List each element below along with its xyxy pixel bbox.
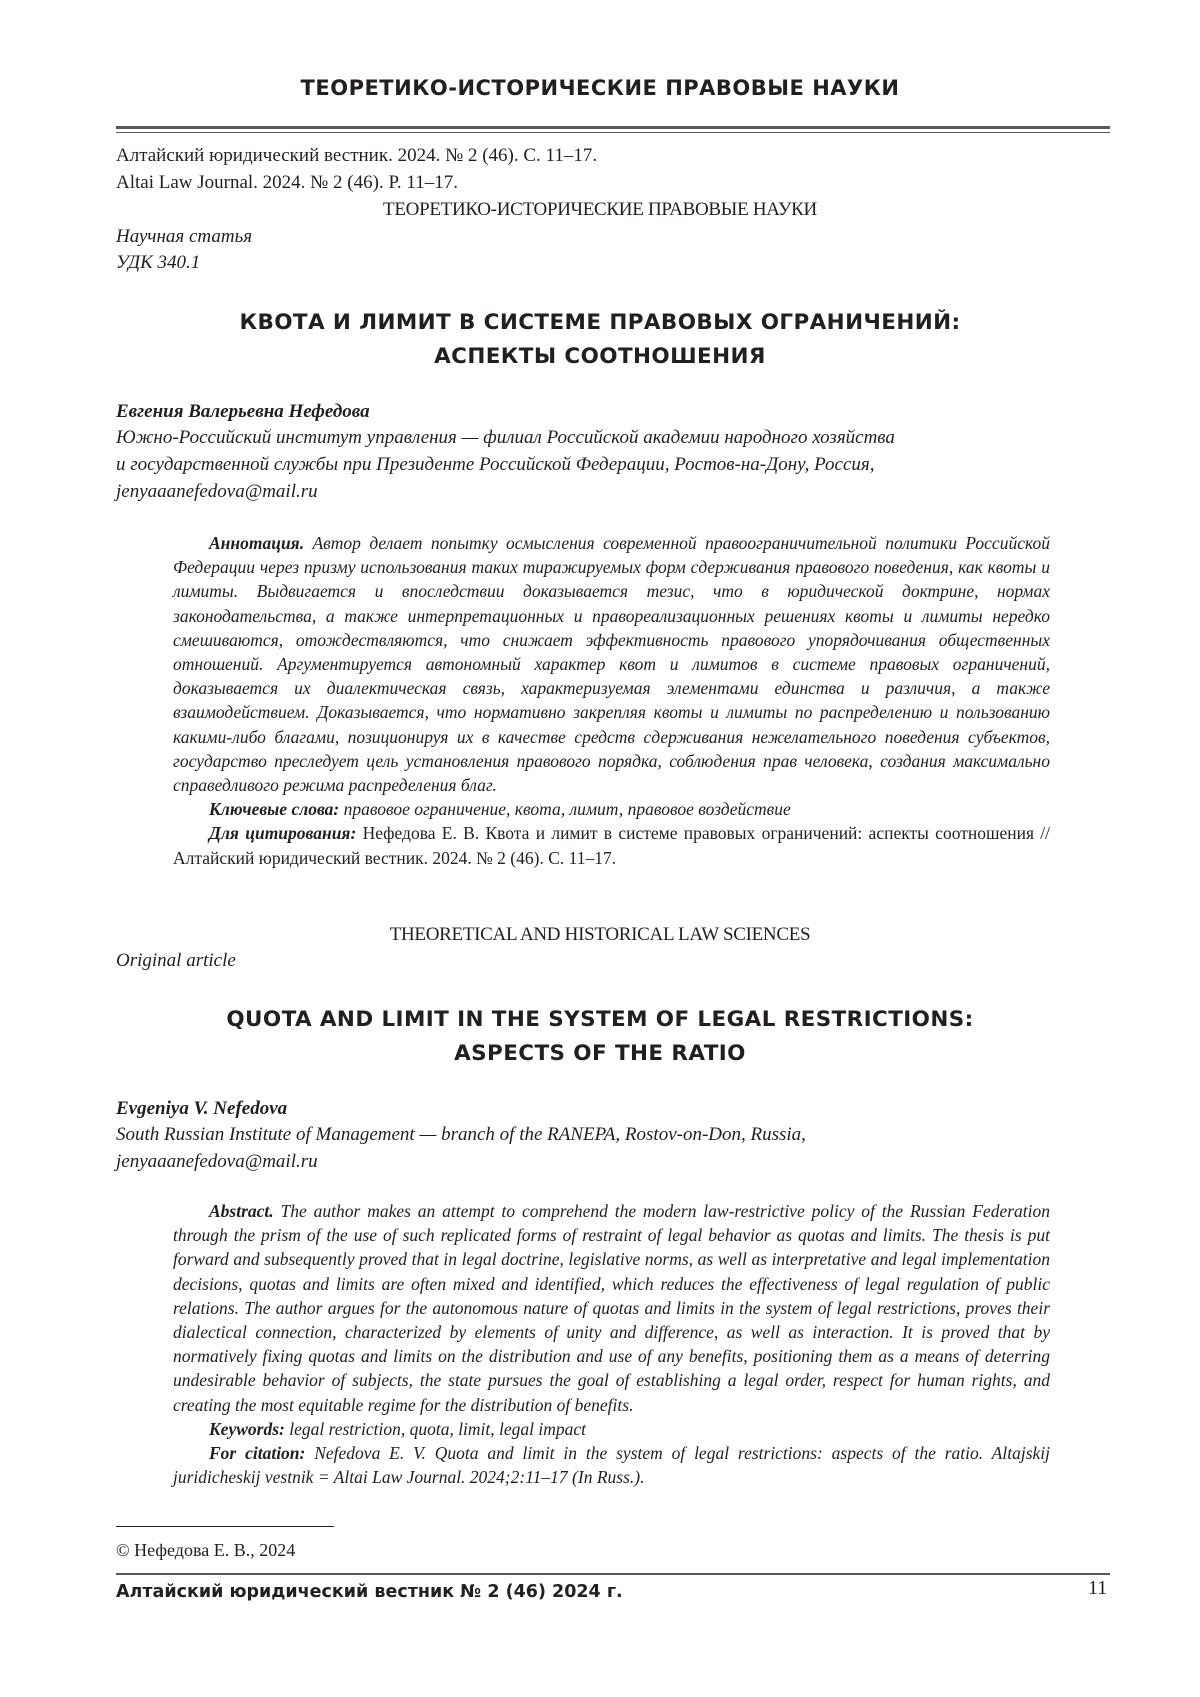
title-ru-line-2: АСПЕКТЫ СООТНОШЕНИЯ xyxy=(434,344,766,369)
cite-en-label: For citation: xyxy=(209,1443,306,1464)
running-head: ТЕОРЕТИКО-ИСТОРИЧЕСКИЕ ПРАВОВЫЕ НАУКИ xyxy=(300,76,900,100)
abstract-en-text: The author makes an attempt to comprehend the modern law-restrictive policy of the Russian Federation through the prism of the use of such replicated forms of restraint of legal behavior as quotas and limits. The thesis is put forward and subsequently proved that in legal doctrine, legislative norms, as well as interpretative and legal implementation decisions, quotas and limits are often mixed and identified, which reduces the effectiveness of legal regulation of public relations. The author argues for the autonomous nature of quotas and limits in the system of legal restrictions, proves their dialectical connection, characterized by elements of unity and difference, as well as interaction. It is proved that by normatively fixing quotas and limits on the distribution and use of any benefits, positioning them as a means of deterring undesirable behavior of subjects, the state pursues the goal of establishing a legal order, respect for human rights, and creating the most equitable regime for the distribution of benefits. xyxy=(173,1201,1050,1415)
abstract-en-label: Abstract. xyxy=(209,1201,274,1221)
author-email-en: jenyaaanefedova@mail.ru xyxy=(116,1151,318,1172)
article-title-en xyxy=(0,1003,1200,1071)
section-en: THEORETICAL AND HISTORICAL LAW SCIENCES xyxy=(389,924,811,945)
abstract-ru-label: Аннотация. xyxy=(209,533,305,553)
abstract-ru-text: Автор делает попытку осмысления современной правоограничительной политики Российской Федерации через призму использования таких тиражируемых форм сдерживания правового поведения, как квоты и лимиты. Выдвигается и впоследствии доказывается тезис, что в юридической доктрине, нормах законодательства, а также интерпретационных и правореализационных решениях квоты и лимиты нередко смешиваются, отождествляются, что снижает эффективность правового упорядочивания общественных отношений. Аргументируется автономный характер квот и лимитов в системе правовых ограничений, доказывается их диалектическая связь, характеризуемая элементами единства и различия, а также взаимодействием. Доказывается, что нормативно закрепляя квоты и лимиты по распределению и пользованию какими-либо благами, позиционируя их в качестве средств сдерживания нежелательного поведения субъектов, государство преследует цель установления правового порядка, соблюдения прав человека, создания максимально справедливого режима распределения благ. xyxy=(173,533,1050,796)
header-rule-thin xyxy=(116,132,1110,133)
abstract-en xyxy=(173,1199,1050,1489)
author-name-en: Evgeniya V. Nefedova xyxy=(116,1098,288,1119)
page-number: 11 xyxy=(1088,1577,1108,1599)
keywords-en-label: Keywords: xyxy=(209,1418,285,1439)
header-rule xyxy=(116,126,1110,129)
article-type-en: Original article xyxy=(116,950,236,971)
keywords-en-text: legal restriction, quota, limit, legal impact xyxy=(289,1418,587,1439)
footnote-rule xyxy=(116,1526,334,1527)
cite-en xyxy=(173,1441,1050,1489)
article-title-ru xyxy=(0,306,1200,374)
affiliation-ru-line-1: Южно-Российский институт управления — филиал Российской академии народного хозяйства xyxy=(116,427,895,448)
citation-ru: Алтайский юридический вестник. 2024. № 2 (46). С. 11–17. xyxy=(116,145,598,166)
article-type-ru: Научная статья xyxy=(116,226,253,247)
citation-en: Altai Law Journal. 2024. № 2 (46). P. 11–17. xyxy=(116,172,458,193)
copyright-note: © Нефедова Е. В., 2024 xyxy=(116,1540,296,1560)
footer-journal-title: Алтайский юридический вестник № 2 (46) 2024 г. xyxy=(116,1582,623,1602)
cite-ru-text: Нефедова Е. В. Квота и лимит в системе правовых ограничений: аспекты соотношения // Алтайский юридический вестник. 2024. № 2 (46). С. 11–17. xyxy=(173,823,1051,868)
abstract-en-paragraph xyxy=(173,1199,1050,1417)
title-en-line-1: QUOTA AND LIMIT IN THE SYSTEM OF LEGAL RESTRICTIONS: xyxy=(226,1007,974,1032)
keywords-ru-text: правовое ограничение, квота, лимит, правовое воздействие xyxy=(343,799,791,820)
affiliation-en-line-1: South Russian Institute of Management — branch of the RANEPA, Rostov-on-Don, Russia, xyxy=(116,1124,806,1145)
author-name-ru: Евгения Валерьевна Нефедова xyxy=(116,401,370,422)
cite-ru-label: Для цитирования: xyxy=(209,823,357,844)
section-ru: ТЕОРЕТИКО-ИСТОРИЧЕСКИЕ ПРАВОВЫЕ НАУКИ xyxy=(383,199,817,220)
cite-ru xyxy=(173,821,1050,869)
abstract-ru xyxy=(173,531,1050,870)
abstract-ru-paragraph xyxy=(173,531,1050,797)
author-email-ru: jenyaaanefedova@mail.ru xyxy=(116,481,318,502)
title-en-line-2: ASPECTS OF THE RATIO xyxy=(454,1041,746,1066)
udc-code: УДК 340.1 xyxy=(116,252,201,273)
footer-rule xyxy=(116,1573,1110,1575)
cite-en-text: Nefedova E. V. Quota and limit in the system of legal restrictions: aspects of the ratio. Altajskij juridicheskij vestnik = Altai Law Journal. 2024;2:11–17 (In Russ.). xyxy=(173,1443,1051,1488)
affiliation-ru-line-2: и государственной службы при Президенте Российской Федерации, Ростов-на-Дону, Россия, xyxy=(116,454,875,475)
keywords-en xyxy=(173,1417,1050,1441)
keywords-ru xyxy=(173,797,1050,821)
title-ru-line-1: КВОТА И ЛИМИТ В СИСТЕМЕ ПРАВОВЫХ ОГРАНИЧЕНИЙ: xyxy=(239,310,961,335)
keywords-ru-label: Ключевые слова: xyxy=(209,799,340,820)
